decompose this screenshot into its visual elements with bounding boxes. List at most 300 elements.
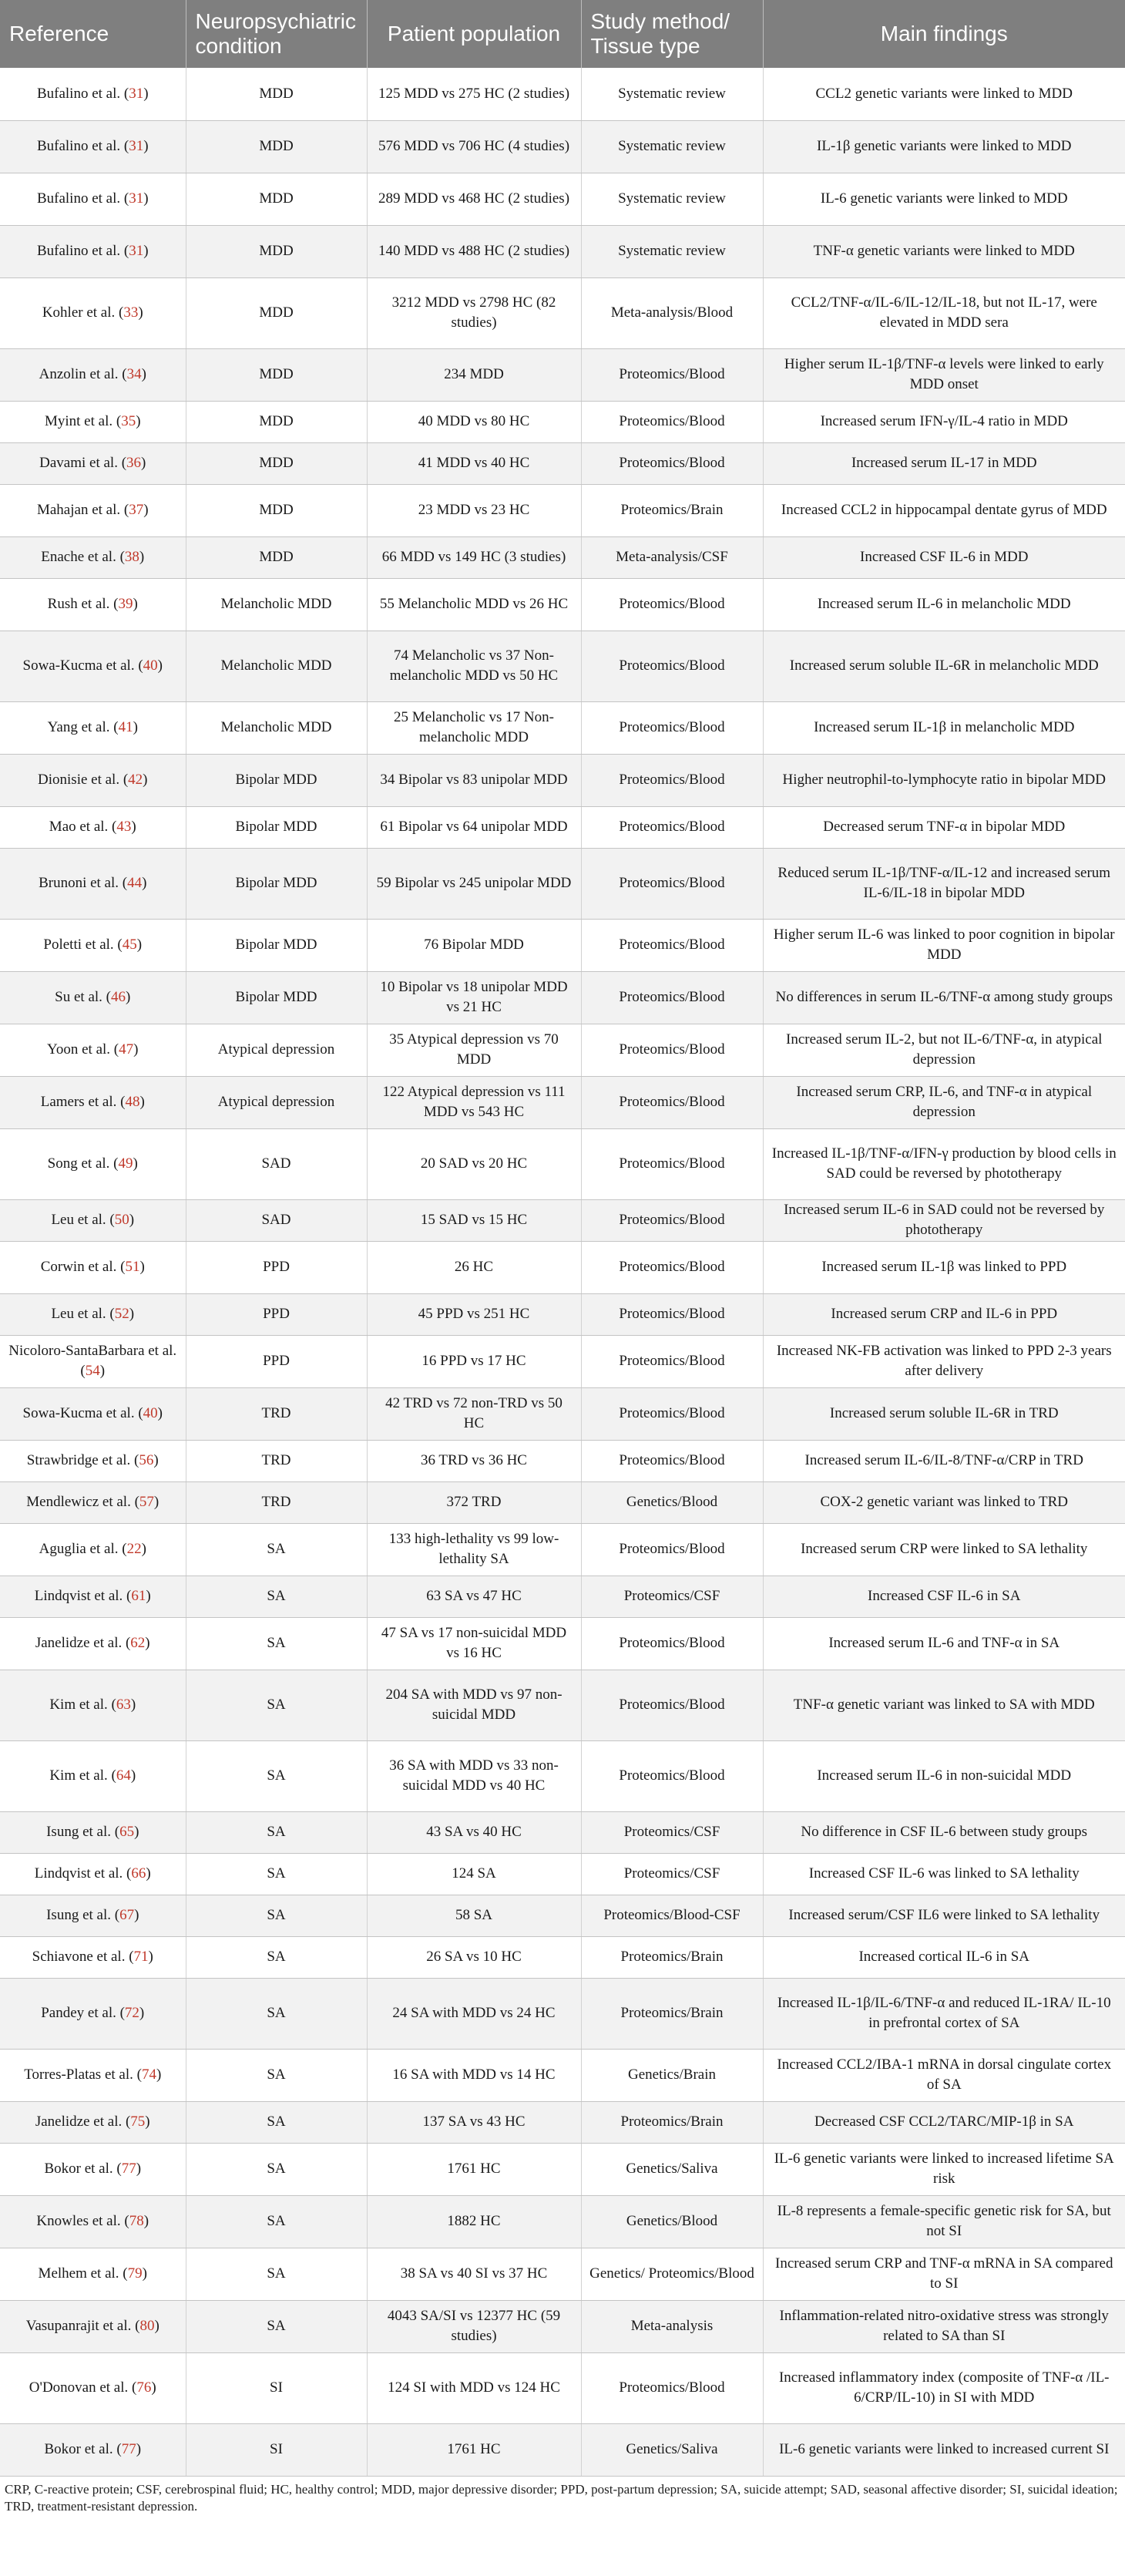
reference-author: Sowa-Kucma et al. ( [22,1405,143,1421]
cell-method: Proteomics/Blood [581,1617,763,1670]
cell-reference [0,919,186,971]
cell-population: 25 Melancholic vs 17 Non-melancholic MDD [367,701,581,754]
reference-close-paren: ) [133,596,138,612]
cell-condition: Bipolar MDD [186,971,367,1024]
header-findings: Main findings [763,0,1125,68]
table-row [0,2049,1125,2101]
cell-reference [0,1024,186,1076]
cell-condition: MDD [186,68,367,120]
cell-condition: SA [186,1895,367,1936]
cell-reference [0,1241,186,1293]
reference-citation-link[interactable]: 40 [143,657,158,674]
reference-close-paren: ) [130,1767,136,1784]
reference-citation-link[interactable]: 31 [129,190,144,207]
cell-method: Proteomics/Blood [581,1387,763,1440]
cell-method: Systematic review [581,173,763,225]
cell-method: Proteomics/CSF [581,1853,763,1895]
reference-close-paren: ) [141,1541,146,1557]
cell-population: 26 SA vs 10 HC [367,1936,581,1978]
cell-reference [0,1978,186,2049]
cell-method: Proteomics/Blood [581,1199,763,1241]
cell-population: 43 SA vs 40 HC [367,1811,581,1853]
table-row [0,442,1125,484]
reference-close-paren: ) [143,190,149,207]
cell-method: Proteomics/CSF [581,1576,763,1617]
cell-condition: MDD [186,225,367,277]
cell-method: Proteomics/Blood [581,1241,763,1293]
cell-finding: CCL2 genetic variants were linked to MDD [763,68,1125,120]
cell-reference [0,2049,186,2101]
cell-method: Proteomics/Blood [581,1024,763,1076]
cell-population: 576 MDD vs 706 HC (4 studies) [367,120,581,173]
reference-citation-link[interactable]: 76 [136,2379,152,2396]
reference-citation-link[interactable]: 41 [118,719,133,735]
reference-citation-link[interactable]: 77 [121,2441,136,2457]
cell-reference [0,701,186,754]
reference-citation-link[interactable]: 71 [133,1949,149,1965]
cell-reference [0,120,186,173]
reference-citation-link[interactable]: 43 [116,819,132,835]
cell-condition: Melancholic MDD [186,578,367,631]
cell-population: 3212 MDD vs 2798 HC (82 studies) [367,277,581,348]
cell-condition: PPD [186,1293,367,1335]
cell-reference [0,1670,186,1740]
cell-reference [0,68,186,120]
cell-reference [0,848,186,919]
reference-author: Janelidze et al. ( [35,2114,131,2130]
table-row [0,348,1125,401]
reference-citation-link[interactable]: 39 [118,596,133,612]
cell-population: 124 SI with MDD vs 124 HC [367,2352,581,2423]
reference-close-paren: ) [146,1588,151,1604]
reference-citation-link[interactable]: 31 [129,138,144,154]
cell-finding: Increased inflammatory index (composite of TNF-α /IL-6/CRP/IL-10) in SI with MDD [763,2352,1125,2423]
cell-condition: MDD [186,401,367,442]
cell-population: 40 MDD vs 80 HC [367,401,581,442]
reference-citation-link[interactable]: 56 [139,1452,154,1468]
table-row [0,277,1125,348]
cell-reference [0,1335,186,1387]
cell-method: Genetics/Blood [581,1481,763,1523]
cell-reference [0,2300,186,2352]
reference-author: Lindqvist et al. ( [34,1588,132,1604]
cell-finding: Increased IL-1β/IL-6/TNF-α and reduced IL-1RA/ IL-10 in prefrontal cortex of SA [763,1978,1125,2049]
reference-close-paren: ) [141,366,146,382]
cell-condition: SA [186,1617,367,1670]
reference-close-paren: ) [133,1041,139,1058]
reference-citation-link[interactable]: 66 [131,1865,146,1882]
cell-population: 1761 HC [367,2143,581,2195]
reference-citation-link[interactable]: 77 [121,2161,136,2177]
reference-author: Poletti et al. ( [43,937,123,953]
reference-author: Yang et al. ( [47,719,119,735]
cell-population: 35 Atypical depression vs 70 MDD [367,1024,581,1076]
cell-finding: Increased serum soluble IL-6R in TRD [763,1387,1125,1440]
cell-method: Systematic review [581,120,763,173]
reference-author: Sowa-Kucma et al. ( [22,657,143,674]
reference-author: Aguglia et al. ( [39,1541,127,1557]
cell-population: 74 Melancholic vs 37 Non-melancholic MDD vs 50 HC [367,631,581,701]
cell-method: Meta-analysis/CSF [581,536,763,578]
reference-close-paren: ) [139,549,145,565]
cell-condition: Melancholic MDD [186,631,367,701]
reference-author: Davami et al. ( [39,455,127,471]
reference-close-paren: ) [148,1949,153,1965]
table-row [0,1481,1125,1523]
reference-author: Kim et al. ( [49,1697,116,1713]
reference-citation-link[interactable]: 49 [118,1155,133,1172]
table-row [0,401,1125,442]
reference-author: Leu et al. ( [51,1306,115,1322]
table-row [0,1076,1125,1128]
cell-reference [0,1617,186,1670]
cell-condition: SA [186,2101,367,2143]
cell-method: Proteomics/Blood [581,348,763,401]
cell-reference [0,1811,186,1853]
reference-close-paren: ) [151,2379,156,2396]
cell-condition: MDD [186,442,367,484]
reference-citation-link[interactable]: 37 [129,502,144,518]
cell-condition: SA [186,1936,367,1978]
reference-citation-link[interactable]: 54 [85,1363,100,1379]
reference-citation-link[interactable]: 50 [114,1212,129,1228]
cell-finding: Increased serum IFN-γ/IL-4 ratio in MDD [763,401,1125,442]
cell-population: 59 Bipolar vs 245 unipolar MDD [367,848,581,919]
table-row [0,1440,1125,1481]
cell-condition: Bipolar MDD [186,754,367,806]
reference-citation-link[interactable]: 42 [128,772,143,788]
cell-condition: SA [186,2143,367,2195]
cell-condition: SA [186,1576,367,1617]
cell-population: 4043 SA/SI vs 12377 HC (59 studies) [367,2300,581,2352]
reference-close-paren: ) [153,1452,159,1468]
reference-citation-link[interactable]: 67 [119,1907,135,1923]
table-row [0,2143,1125,2195]
cell-finding: Increased CCL2/IBA-1 mRNA in dorsal cingulate cortex of SA [763,2049,1125,2101]
table-row [0,1895,1125,1936]
cell-finding: IL-6 genetic variants were linked to increased lifetime SA risk [763,2143,1125,2195]
reference-citation-link[interactable]: 64 [116,1767,131,1784]
reference-citation-link[interactable]: 65 [119,1824,135,1840]
reference-author: Bufalino et al. ( [36,85,129,102]
reference-author: Mahajan et al. ( [36,502,129,518]
table-row [0,1576,1125,1617]
cell-population: 133 high-lethality vs 99 low-lethality SA [367,1523,581,1576]
cell-finding: Higher serum IL-1β/TNF-α levels were linked to early MDD onset [763,348,1125,401]
cell-condition: Atypical depression [186,1024,367,1076]
cell-finding: CCL2/TNF-α/IL-6/IL-12/IL-18, but not IL-17, were elevated in MDD sera [763,277,1125,348]
cell-method: Proteomics/Blood [581,1128,763,1199]
cell-finding: Decreased serum TNF-α in bipolar MDD [763,806,1125,848]
reference-citation-link[interactable]: 38 [124,549,139,565]
header-reference: Reference [0,0,186,68]
cell-finding: Increased serum IL-17 in MDD [763,442,1125,484]
table-row [0,536,1125,578]
cell-reference [0,1895,186,1936]
cell-finding: Increased NK-FB activation was linked to PPD 2-3 years after delivery [763,1335,1125,1387]
table-row [0,484,1125,536]
cell-method: Genetics/ Proteomics/Blood [581,2248,763,2300]
reference-author: Melhem et al. ( [38,2265,128,2282]
table-row [0,701,1125,754]
cell-reference [0,1576,186,1617]
table-row [0,848,1125,919]
reference-citation-link[interactable]: 31 [129,85,144,102]
table-row [0,1024,1125,1076]
cell-condition: MDD [186,348,367,401]
table-row [0,225,1125,277]
cell-method: Proteomics/Blood [581,848,763,919]
cell-finding: Increased serum IL-6 in SAD could not be reversed by phototherapy [763,1199,1125,1241]
cell-finding: Increased serum CRP and TNF-α mRNA in SA compared to SI [763,2248,1125,2300]
header-method: Study method/ Tissue type [581,0,763,68]
cell-condition: MDD [186,536,367,578]
cell-condition: Bipolar MDD [186,919,367,971]
cell-finding: Inflammation-related nitro-oxidative stress was strongly related to SA than SI [763,2300,1125,2352]
cell-condition: SA [186,2049,367,2101]
cell-population: 1761 HC [367,2423,581,2476]
reference-citation-link[interactable]: 62 [130,1635,146,1651]
reference-citation-link[interactable]: 45 [122,937,137,953]
reference-citation-link[interactable]: 46 [111,989,126,1005]
reference-close-paren: ) [126,989,131,1005]
reference-citation-link[interactable]: 79 [127,2265,143,2282]
reference-close-paren: ) [139,1094,145,1110]
cell-reference [0,971,186,1024]
cell-condition: MDD [186,484,367,536]
cell-method: Proteomics/Blood [581,401,763,442]
reference-close-paren: ) [157,1405,163,1421]
table-row [0,173,1125,225]
reference-close-paren: ) [133,719,138,735]
table-row [0,1335,1125,1387]
cell-condition: SA [186,1811,367,1853]
table-row [0,120,1125,173]
cell-reference [0,173,186,225]
cell-finding: Increased serum CRP, IL-6, and TNF-α in atypical depression [763,1076,1125,1128]
cell-method: Systematic review [581,68,763,120]
table-row [0,68,1125,120]
cell-method: Proteomics/Blood [581,1293,763,1335]
cell-condition: SA [186,2300,367,2352]
cell-reference [0,225,186,277]
reference-citation-link[interactable]: 33 [123,304,139,321]
cell-population: 137 SA vs 43 HC [367,2101,581,2143]
cell-condition: Atypical depression [186,1076,367,1128]
reference-author: Janelidze et al. ( [35,1635,131,1651]
cell-condition: SA [186,2248,367,2300]
table-row [0,1936,1125,1978]
cell-reference [0,1936,186,1978]
cell-condition: SI [186,2352,367,2423]
reference-citation-link[interactable]: 44 [127,875,143,891]
reference-citation-link[interactable]: 61 [131,1588,146,1604]
cell-reference [0,754,186,806]
cell-method: Proteomics/Blood [581,806,763,848]
reference-citation-link[interactable]: 47 [119,1041,134,1058]
cell-method: Proteomics/Blood [581,1670,763,1740]
reference-author: Kohler et al. ( [42,304,124,321]
reference-citation-link[interactable]: 40 [143,1405,158,1421]
cell-population: 42 TRD vs 72 non-TRD vs 50 HC [367,1387,581,1440]
reference-citation-link[interactable]: 57 [139,1494,154,1510]
header-population: Patient population [367,0,581,68]
cell-finding: No differences in serum IL-6/TNF-α among study groups [763,971,1125,1024]
reference-close-paren: ) [136,413,141,429]
cell-method: Meta-analysis [581,2300,763,2352]
cell-finding: Increased serum IL-6 and TNF-α in SA [763,1617,1125,1670]
header-condition: Neuropsychiatric condition [186,0,367,68]
cell-reference [0,578,186,631]
cell-finding: IL-6 genetic variants were linked to increased current SI [763,2423,1125,2476]
cell-method: Proteomics/Blood [581,919,763,971]
cell-reference [0,277,186,348]
reference-close-paren: ) [129,1306,135,1322]
cell-population: 34 Bipolar vs 83 unipolar MDD [367,754,581,806]
reference-citation-link[interactable]: 35 [121,413,136,429]
reference-citation-link[interactable]: 78 [129,2213,144,2229]
cell-method: Proteomics/Blood-CSF [581,1895,763,1936]
cell-population: 58 SA [367,1895,581,1936]
cell-population: 122 Atypical depression vs 111 MDD vs 543 HC [367,1076,581,1128]
cell-reference [0,442,186,484]
cell-population: 140 MDD vs 488 HC (2 studies) [367,225,581,277]
cell-condition: SA [186,2195,367,2248]
cell-condition: SA [186,1670,367,1740]
cell-finding: TNF-α genetic variant was linked to SA with MDD [763,1670,1125,1740]
cell-population: 23 MDD vs 23 HC [367,484,581,536]
cell-method: Systematic review [581,225,763,277]
table-row [0,2248,1125,2300]
cell-reference [0,536,186,578]
cell-reference [0,2352,186,2423]
cell-reference [0,1740,186,1811]
reference-author: Bufalino et al. ( [36,138,129,154]
cell-method: Proteomics/Blood [581,754,763,806]
cell-condition: MDD [186,120,367,173]
reference-close-paren: ) [134,1907,139,1923]
cell-population: 124 SA [367,1853,581,1895]
reference-author: Isung et al. ( [46,1907,120,1923]
reference-citation-link[interactable]: 36 [126,455,142,471]
cell-population: 63 SA vs 47 HC [367,1576,581,1617]
cell-condition: TRD [186,1440,367,1481]
cell-reference [0,1199,186,1241]
reference-citation-link[interactable]: 72 [124,2005,139,2021]
reference-author: Rush et al. ( [47,596,119,612]
reference-close-paren: ) [146,1865,151,1882]
table-row [0,1199,1125,1241]
cell-population: 61 Bipolar vs 64 unipolar MDD [367,806,581,848]
cell-method: Proteomics/Blood [581,578,763,631]
cell-finding: IL-1β genetic variants were linked to MDD [763,120,1125,173]
reference-citation-link[interactable]: 80 [139,2318,155,2334]
cell-condition: Bipolar MDD [186,848,367,919]
table-row [0,1241,1125,1293]
cell-method: Proteomics/Blood [581,2352,763,2423]
table-body [0,68,1125,2476]
table-row [0,806,1125,848]
reference-citation-link[interactable]: 51 [125,1259,140,1275]
table-row [0,1740,1125,1811]
cell-finding: Increased serum IL-1β was linked to PPD [763,1241,1125,1293]
cell-condition: Bipolar MDD [186,806,367,848]
table-row [0,1811,1125,1853]
cell-method: Proteomics/Brain [581,2101,763,2143]
cell-population: 204 SA with MDD vs 97 non-suicidal MDD [367,1670,581,1740]
reference-citation-link[interactable]: 74 [141,2067,156,2083]
cell-method: Proteomics/Blood [581,631,763,701]
cell-population: 55 Melancholic MDD vs 26 HC [367,578,581,631]
reference-citation-link[interactable]: 22 [126,1541,142,1557]
reference-close-paren: ) [141,455,146,471]
cell-condition: MDD [186,173,367,225]
cell-population: 41 MDD vs 40 HC [367,442,581,484]
reference-author: Bokor et al. ( [44,2161,122,2177]
reference-author: Schiavone et al. ( [32,1949,134,1965]
cell-method: Proteomics/Blood [581,1335,763,1387]
table-row [0,1523,1125,1576]
cell-condition: SI [186,2423,367,2476]
cell-method: Meta-analysis/Blood [581,277,763,348]
reference-citation-link[interactable]: 31 [129,243,144,259]
cell-population: 66 MDD vs 149 HC (3 studies) [367,536,581,578]
reference-close-paren: ) [143,502,149,518]
cell-condition: SA [186,1523,367,1576]
table-row [0,1617,1125,1670]
cell-reference [0,1128,186,1199]
reference-author: Vasupanrajit et al. ( [25,2318,140,2334]
reference-citation-link[interactable]: 52 [114,1306,129,1322]
reference-close-paren: ) [139,2005,145,2021]
reference-author: Torres-Platas et al. ( [24,2067,142,2083]
reference-close-paren: ) [153,1494,160,1510]
cell-finding: Increased serum IL-6 in melancholic MDD [763,578,1125,631]
reference-citation-link[interactable]: 48 [125,1094,140,1110]
reference-author: Pandey et al. ( [41,2005,125,2021]
reference-author: Mendlewicz et al. ( [26,1494,139,1510]
cell-population: 15 SAD vs 15 HC [367,1199,581,1241]
cell-reference [0,2101,186,2143]
cell-reference [0,1481,186,1523]
cell-method: Proteomics/Blood [581,1440,763,1481]
cell-reference [0,2423,186,2476]
reference-citation-link[interactable]: 75 [130,2114,146,2130]
cell-method: Genetics/Blood [581,2195,763,2248]
table-row [0,2195,1125,2248]
cell-method: Proteomics/Blood [581,1740,763,1811]
reference-close-paren: ) [145,1635,150,1651]
reference-citation-link[interactable]: 34 [126,366,142,382]
cell-method: Proteomics/Blood [581,1523,763,1576]
reference-close-paren: ) [142,875,147,891]
reference-close-paren: ) [139,1259,145,1275]
cell-reference [0,348,186,401]
cell-reference [0,631,186,701]
reference-author: Lindqvist et al. ( [34,1865,132,1882]
table-row [0,1293,1125,1335]
reference-close-paren: ) [145,2114,150,2130]
cell-population: 24 SA with MDD vs 24 HC [367,1978,581,2049]
cell-condition: PPD [186,1335,367,1387]
reference-citation-link[interactable]: 63 [116,1697,131,1713]
table-row [0,1853,1125,1895]
cell-finding: Increased serum IL-6 in non-suicidal MDD [763,1740,1125,1811]
table-row [0,2300,1125,2352]
cell-condition: Melancholic MDD [186,701,367,754]
reference-close-paren: ) [129,1212,135,1228]
cell-population: 289 MDD vs 468 HC (2 studies) [367,173,581,225]
